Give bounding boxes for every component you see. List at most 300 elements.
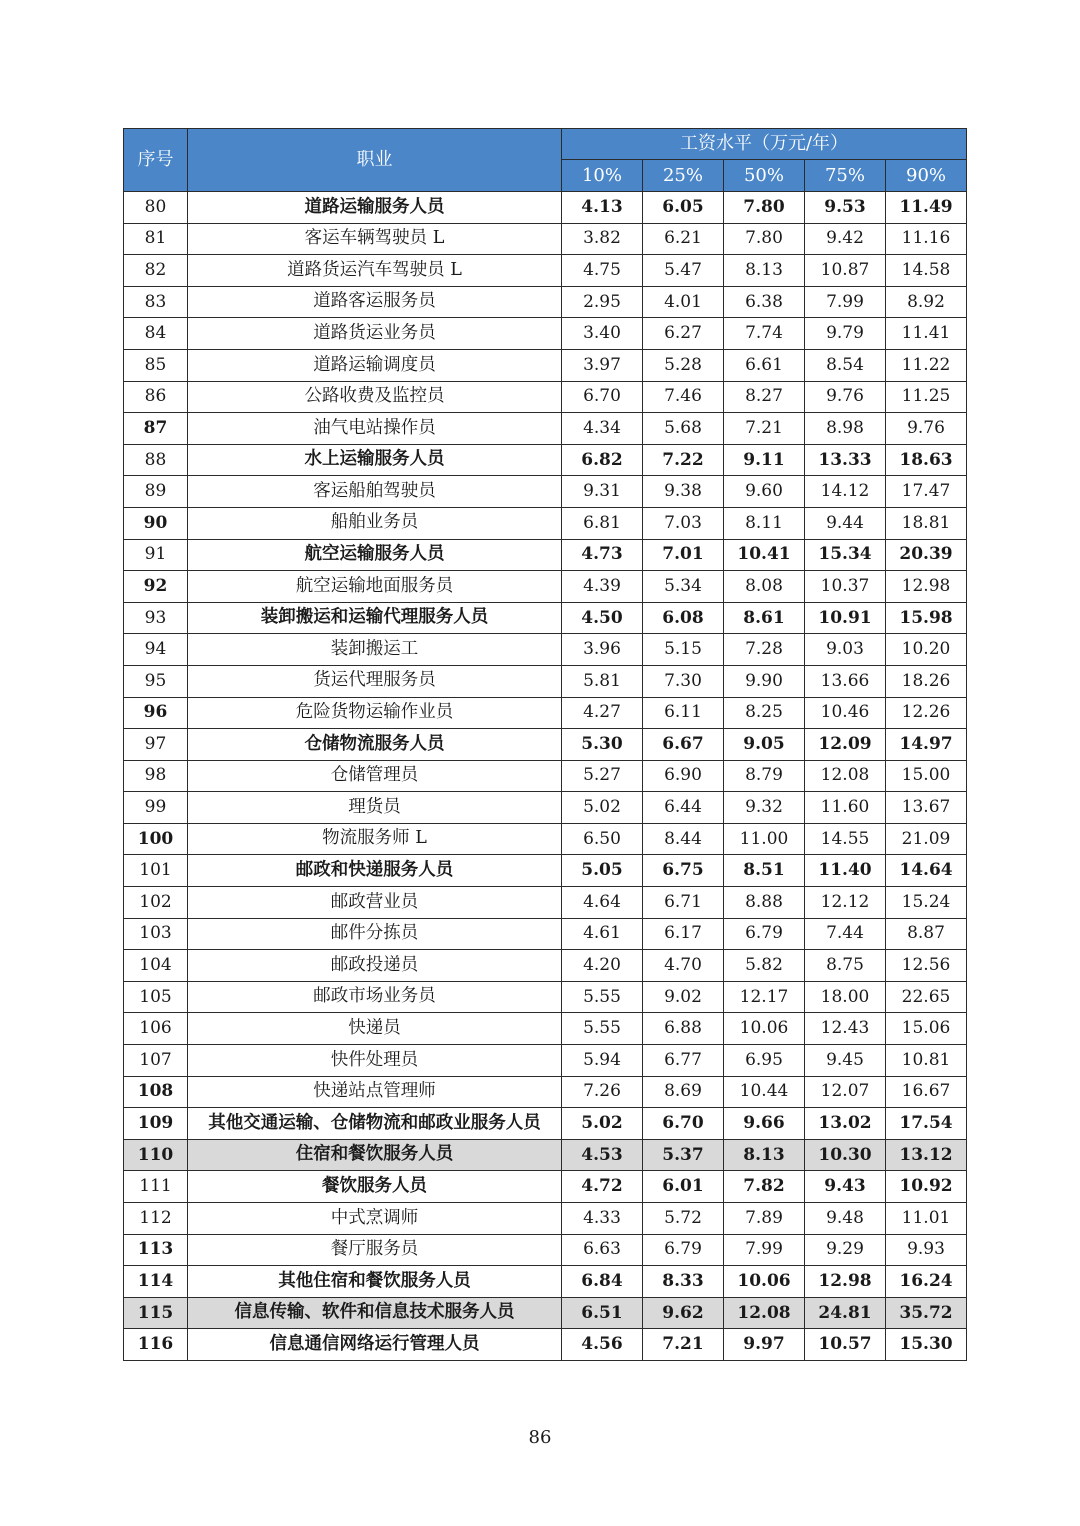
wage-p10: 5.02	[562, 1108, 643, 1140]
row-number: 96	[124, 697, 188, 729]
header-p90: 90%	[886, 160, 967, 192]
occupation-name: 航空运输服务人员	[188, 539, 562, 571]
wage-p90: 15.06	[886, 1013, 967, 1045]
wage-p90: 35.72	[886, 1297, 967, 1329]
wage-p50: 10.06	[724, 1013, 805, 1045]
occupation-name: 危险货物运输作业员	[188, 697, 562, 729]
wage-p25: 8.44	[643, 823, 724, 855]
table-row	[124, 792, 967, 824]
wage-p90: 18.26	[886, 665, 967, 697]
row-number: 88	[124, 444, 188, 476]
wage-p75: 11.40	[805, 855, 886, 887]
table-row	[124, 1108, 967, 1140]
wage-p90: 16.24	[886, 1266, 967, 1298]
wage-p25: 7.03	[643, 507, 724, 539]
wage-p10: 4.75	[562, 255, 643, 287]
table-row	[124, 1234, 967, 1266]
table-row	[124, 571, 967, 603]
row-number: 90	[124, 507, 188, 539]
wage-p10: 3.96	[562, 634, 643, 666]
wage-p75: 9.45	[805, 1045, 886, 1077]
header-p10: 10%	[562, 160, 643, 192]
occupation-name: 公路收费及监控员	[188, 381, 562, 413]
wage-p50: 9.05	[724, 729, 805, 761]
table-row	[124, 539, 967, 571]
occupation-name: 油气电站操作员	[188, 413, 562, 445]
wage-p90: 11.41	[886, 318, 967, 350]
table-row	[124, 665, 967, 697]
table-row	[124, 1297, 967, 1329]
wage-p75: 13.33	[805, 444, 886, 476]
wage-p25: 5.47	[643, 255, 724, 287]
wage-p10: 3.82	[562, 223, 643, 255]
wage-p50: 10.41	[724, 539, 805, 571]
table-row	[124, 192, 967, 224]
table-row	[124, 760, 967, 792]
header-p50: 50%	[724, 160, 805, 192]
wage-p10: 6.82	[562, 444, 643, 476]
wage-p10: 6.51	[562, 1297, 643, 1329]
occupation-name: 邮政营业员	[188, 887, 562, 919]
row-number: 115	[124, 1297, 188, 1329]
wage-p90: 15.24	[886, 887, 967, 919]
wage-p25: 9.38	[643, 476, 724, 508]
table-row	[124, 381, 967, 413]
table-row	[124, 634, 967, 666]
wage-p75: 10.30	[805, 1139, 886, 1171]
wage-p90: 17.54	[886, 1108, 967, 1140]
occupation-name: 邮政和快递服务人员	[188, 855, 562, 887]
wage-p75: 8.98	[805, 413, 886, 445]
wage-p75: 13.66	[805, 665, 886, 697]
table-row	[124, 855, 967, 887]
wage-p25: 7.01	[643, 539, 724, 571]
wage-p75: 15.34	[805, 539, 886, 571]
wage-p75: 10.57	[805, 1329, 886, 1361]
wage-p50: 8.88	[724, 887, 805, 919]
wage-p50: 12.08	[724, 1297, 805, 1329]
table-row	[124, 255, 967, 287]
wage-p10: 4.13	[562, 192, 643, 224]
wage-p90: 11.01	[886, 1203, 967, 1235]
wage-p75: 7.44	[805, 918, 886, 950]
wage-p75: 10.37	[805, 571, 886, 603]
occupation-name: 餐饮服务人员	[188, 1171, 562, 1203]
wage-p90: 10.92	[886, 1171, 967, 1203]
wage-p25: 7.46	[643, 381, 724, 413]
table-row	[124, 286, 967, 318]
row-number: 105	[124, 981, 188, 1013]
wage-p25: 5.15	[643, 634, 724, 666]
wage-p90: 11.25	[886, 381, 967, 413]
table-row	[124, 823, 967, 855]
table-row	[124, 476, 967, 508]
wage-p25: 8.69	[643, 1076, 724, 1108]
occupation-name: 仓储管理员	[188, 760, 562, 792]
wage-p75: 9.79	[805, 318, 886, 350]
occupation-name: 住宿和餐饮服务人员	[188, 1139, 562, 1171]
wage-p10: 4.34	[562, 413, 643, 445]
wage-p50: 8.79	[724, 760, 805, 792]
wage-p90: 16.67	[886, 1076, 967, 1108]
wage-p90: 8.87	[886, 918, 967, 950]
wage-p90: 15.30	[886, 1329, 967, 1361]
wage-p25: 8.33	[643, 1266, 724, 1298]
wage-p50: 7.99	[724, 1234, 805, 1266]
wage-p75: 8.75	[805, 950, 886, 982]
wage-p25: 6.79	[643, 1234, 724, 1266]
wage-p50: 12.17	[724, 981, 805, 1013]
wage-p25: 5.34	[643, 571, 724, 603]
wage-p75: 10.46	[805, 697, 886, 729]
row-number: 101	[124, 855, 188, 887]
row-number: 82	[124, 255, 188, 287]
wage-p25: 6.75	[643, 855, 724, 887]
wage-p90: 12.26	[886, 697, 967, 729]
row-number: 110	[124, 1139, 188, 1171]
wage-p50: 10.06	[724, 1266, 805, 1298]
wage-p10: 9.31	[562, 476, 643, 508]
row-number: 91	[124, 539, 188, 571]
occupation-name: 餐厅服务员	[188, 1234, 562, 1266]
wage-p50: 6.79	[724, 918, 805, 950]
table-row	[124, 1139, 967, 1171]
row-number: 86	[124, 381, 188, 413]
occupation-name: 道路运输调度员	[188, 349, 562, 381]
wage-p90: 11.22	[886, 349, 967, 381]
wage-p75: 12.09	[805, 729, 886, 761]
occupation-name: 道路货运汽车驾驶员 L	[188, 255, 562, 287]
wage-p10: 4.53	[562, 1139, 643, 1171]
occupation-name: 信息传输、软件和信息技术服务人员	[188, 1297, 562, 1329]
table-row	[124, 602, 967, 634]
wage-p75: 9.53	[805, 192, 886, 224]
wage-p25: 5.68	[643, 413, 724, 445]
row-number: 93	[124, 602, 188, 634]
wage-p10: 5.55	[562, 981, 643, 1013]
row-number: 87	[124, 413, 188, 445]
table-body	[124, 192, 967, 1361]
wage-p50: 9.66	[724, 1108, 805, 1140]
wage-p10: 4.56	[562, 1329, 643, 1361]
wage-p90: 22.65	[886, 981, 967, 1013]
row-number: 106	[124, 1013, 188, 1045]
row-number: 112	[124, 1203, 188, 1235]
wage-p25: 5.37	[643, 1139, 724, 1171]
table-row	[124, 950, 967, 982]
wage-p25: 6.44	[643, 792, 724, 824]
wage-p75: 9.44	[805, 507, 886, 539]
wage-p50: 8.27	[724, 381, 805, 413]
wage-p50: 9.90	[724, 665, 805, 697]
wage-p90: 10.81	[886, 1045, 967, 1077]
occupation-name: 船舶业务员	[188, 507, 562, 539]
wage-p75: 18.00	[805, 981, 886, 1013]
occupation-name: 装卸搬运和运输代理服务人员	[188, 602, 562, 634]
table-row	[124, 1266, 967, 1298]
wage-p10: 6.84	[562, 1266, 643, 1298]
occupation-name: 道路运输服务人员	[188, 192, 562, 224]
occupation-name: 货运代理服务员	[188, 665, 562, 697]
wage-p25: 6.01	[643, 1171, 724, 1203]
wage-p75: 7.99	[805, 286, 886, 318]
wage-p90: 18.81	[886, 507, 967, 539]
wage-p10: 4.20	[562, 950, 643, 982]
wage-p50: 7.28	[724, 634, 805, 666]
wage-p75: 9.29	[805, 1234, 886, 1266]
wage-p90: 14.58	[886, 255, 967, 287]
occupation-name: 快件处理员	[188, 1045, 562, 1077]
wage-p10: 5.02	[562, 792, 643, 824]
row-number: 116	[124, 1329, 188, 1361]
table-row	[124, 507, 967, 539]
row-number: 102	[124, 887, 188, 919]
row-number: 113	[124, 1234, 188, 1266]
table-row	[124, 1203, 967, 1235]
wage-p90: 8.92	[886, 286, 967, 318]
wage-p50: 7.74	[724, 318, 805, 350]
wage-p75: 11.60	[805, 792, 886, 824]
wage-p90: 14.64	[886, 855, 967, 887]
wage-p50: 8.61	[724, 602, 805, 634]
wage-p25: 6.67	[643, 729, 724, 761]
wage-p50: 9.60	[724, 476, 805, 508]
wage-p50: 7.89	[724, 1203, 805, 1235]
row-number: 97	[124, 729, 188, 761]
wage-p10: 5.55	[562, 1013, 643, 1045]
occupation-name: 仓储物流服务人员	[188, 729, 562, 761]
wage-p90: 14.97	[886, 729, 967, 761]
wage-p10: 5.30	[562, 729, 643, 761]
occupation-name: 水上运输服务人员	[188, 444, 562, 476]
wage-p75: 8.54	[805, 349, 886, 381]
row-number: 107	[124, 1045, 188, 1077]
occupation-name: 邮件分拣员	[188, 918, 562, 950]
wage-p10: 6.81	[562, 507, 643, 539]
row-number: 83	[124, 286, 188, 318]
wage-p50: 9.32	[724, 792, 805, 824]
wage-p25: 6.27	[643, 318, 724, 350]
wage-p50: 9.11	[724, 444, 805, 476]
wage-p10: 2.95	[562, 286, 643, 318]
row-number: 80	[124, 192, 188, 224]
wage-p25: 4.01	[643, 286, 724, 318]
wage-p50: 6.61	[724, 349, 805, 381]
occupation-name: 装卸搬运工	[188, 634, 562, 666]
wage-p75: 10.87	[805, 255, 886, 287]
wage-p50: 8.13	[724, 255, 805, 287]
row-number: 108	[124, 1076, 188, 1108]
wage-p75: 14.12	[805, 476, 886, 508]
wage-p10: 7.26	[562, 1076, 643, 1108]
wage-p10: 5.27	[562, 760, 643, 792]
occupation-name: 客运船舶驾驶员	[188, 476, 562, 508]
wage-p10: 6.63	[562, 1234, 643, 1266]
wage-p90: 9.76	[886, 413, 967, 445]
header-seq: 序号	[124, 129, 188, 192]
table-row	[124, 1076, 967, 1108]
table-row	[124, 1013, 967, 1045]
wage-p75: 12.07	[805, 1076, 886, 1108]
wage-p90: 13.67	[886, 792, 967, 824]
wage-p10: 4.50	[562, 602, 643, 634]
wage-p25: 6.71	[643, 887, 724, 919]
table-row	[124, 918, 967, 950]
wage-table	[123, 128, 967, 1361]
page-number: 86	[528, 1427, 552, 1448]
wage-p90: 21.09	[886, 823, 967, 855]
table-row	[124, 223, 967, 255]
wage-p10: 4.33	[562, 1203, 643, 1235]
occupation-name: 道路货运业务员	[188, 318, 562, 350]
table-row	[124, 697, 967, 729]
wage-p75: 14.55	[805, 823, 886, 855]
occupation-name: 中式烹调师	[188, 1203, 562, 1235]
row-number: 84	[124, 318, 188, 350]
occupation-name: 航空运输地面服务员	[188, 571, 562, 603]
wage-p10: 3.40	[562, 318, 643, 350]
wage-p90: 17.47	[886, 476, 967, 508]
wage-p75: 9.42	[805, 223, 886, 255]
wage-p25: 5.72	[643, 1203, 724, 1235]
wage-p90: 15.98	[886, 602, 967, 634]
wage-p10: 4.73	[562, 539, 643, 571]
wage-p75: 9.03	[805, 634, 886, 666]
wage-p50: 9.97	[724, 1329, 805, 1361]
wage-p10: 5.05	[562, 855, 643, 887]
occupation-name: 物流服务师 L	[188, 823, 562, 855]
header-wage-group: 工资水平（万元/年）	[562, 129, 967, 160]
table-row	[124, 1171, 967, 1203]
row-number: 104	[124, 950, 188, 982]
wage-p50: 6.38	[724, 286, 805, 318]
wage-p25: 6.88	[643, 1013, 724, 1045]
wage-p10: 5.81	[562, 665, 643, 697]
row-number: 109	[124, 1108, 188, 1140]
occupation-name: 邮政市场业务员	[188, 981, 562, 1013]
occupation-name: 快递员	[188, 1013, 562, 1045]
row-number: 98	[124, 760, 188, 792]
wage-p50: 11.00	[724, 823, 805, 855]
wage-p75: 9.76	[805, 381, 886, 413]
wage-p50: 10.44	[724, 1076, 805, 1108]
wage-p10: 3.97	[562, 349, 643, 381]
wage-p90: 11.16	[886, 223, 967, 255]
wage-p75: 12.08	[805, 760, 886, 792]
row-number: 99	[124, 792, 188, 824]
wage-p50: 8.51	[724, 855, 805, 887]
table-row	[124, 981, 967, 1013]
header-occupation: 职业	[188, 129, 562, 192]
wage-p90: 15.00	[886, 760, 967, 792]
row-number: 81	[124, 223, 188, 255]
wage-p50: 7.80	[724, 223, 805, 255]
wage-p10: 4.61	[562, 918, 643, 950]
table-row	[124, 444, 967, 476]
row-number: 92	[124, 571, 188, 603]
row-number: 95	[124, 665, 188, 697]
wage-p25: 5.28	[643, 349, 724, 381]
wage-p75: 9.43	[805, 1171, 886, 1203]
wage-p25: 7.21	[643, 1329, 724, 1361]
wage-p90: 9.93	[886, 1234, 967, 1266]
wage-p75: 24.81	[805, 1297, 886, 1329]
table-row	[124, 729, 967, 761]
occupation-name: 其他交通运输、仓储物流和邮政业服务人员	[188, 1108, 562, 1140]
wage-p25: 9.62	[643, 1297, 724, 1329]
table-row	[124, 887, 967, 919]
wage-p75: 12.12	[805, 887, 886, 919]
table-row	[124, 413, 967, 445]
wage-p25: 6.17	[643, 918, 724, 950]
wage-p25: 7.30	[643, 665, 724, 697]
wage-p10: 6.50	[562, 823, 643, 855]
wage-p90: 12.98	[886, 571, 967, 603]
wage-p25: 9.02	[643, 981, 724, 1013]
wage-p90: 10.20	[886, 634, 967, 666]
table-row	[124, 318, 967, 350]
wage-p90: 20.39	[886, 539, 967, 571]
table-row	[124, 1329, 967, 1361]
wage-p25: 6.77	[643, 1045, 724, 1077]
occupation-name: 邮政投递员	[188, 950, 562, 982]
wage-p10: 6.70	[562, 381, 643, 413]
row-number: 89	[124, 476, 188, 508]
wage-p75: 12.98	[805, 1266, 886, 1298]
wage-p10: 5.94	[562, 1045, 643, 1077]
wage-p50: 7.21	[724, 413, 805, 445]
wage-p25: 6.21	[643, 223, 724, 255]
wage-p50: 7.82	[724, 1171, 805, 1203]
occupation-name: 信息通信网络运行管理人员	[188, 1329, 562, 1361]
row-number: 111	[124, 1171, 188, 1203]
row-number: 85	[124, 349, 188, 381]
wage-p90: 13.12	[886, 1139, 967, 1171]
wage-p50: 6.95	[724, 1045, 805, 1077]
wage-p25: 6.70	[643, 1108, 724, 1140]
wage-p10: 4.27	[562, 697, 643, 729]
wage-p10: 4.64	[562, 887, 643, 919]
header-p75: 75%	[805, 160, 886, 192]
wage-p50: 8.25	[724, 697, 805, 729]
occupation-name: 其他住宿和餐饮服务人员	[188, 1266, 562, 1298]
occupation-name: 理货员	[188, 792, 562, 824]
wage-p25: 4.70	[643, 950, 724, 982]
wage-p50: 8.11	[724, 507, 805, 539]
occupation-name: 道路客运服务员	[188, 286, 562, 318]
occupation-name: 客运车辆驾驶员 L	[188, 223, 562, 255]
wage-p50: 8.08	[724, 571, 805, 603]
wage-p25: 6.05	[643, 192, 724, 224]
row-number: 100	[124, 823, 188, 855]
wage-p25: 6.08	[643, 602, 724, 634]
wage-p75: 12.43	[805, 1013, 886, 1045]
wage-p10: 4.72	[562, 1171, 643, 1203]
row-number: 114	[124, 1266, 188, 1298]
wage-p25: 7.22	[643, 444, 724, 476]
wage-p50: 7.80	[724, 192, 805, 224]
table-row	[124, 349, 967, 381]
table-row	[124, 1045, 967, 1077]
wage-p25: 6.11	[643, 697, 724, 729]
wage-p50: 8.13	[724, 1139, 805, 1171]
row-number: 94	[124, 634, 188, 666]
wage-p90: 12.56	[886, 950, 967, 982]
wage-p75: 13.02	[805, 1108, 886, 1140]
wage-p50: 5.82	[724, 950, 805, 982]
wage-p25: 6.90	[643, 760, 724, 792]
header-p25: 25%	[643, 160, 724, 192]
